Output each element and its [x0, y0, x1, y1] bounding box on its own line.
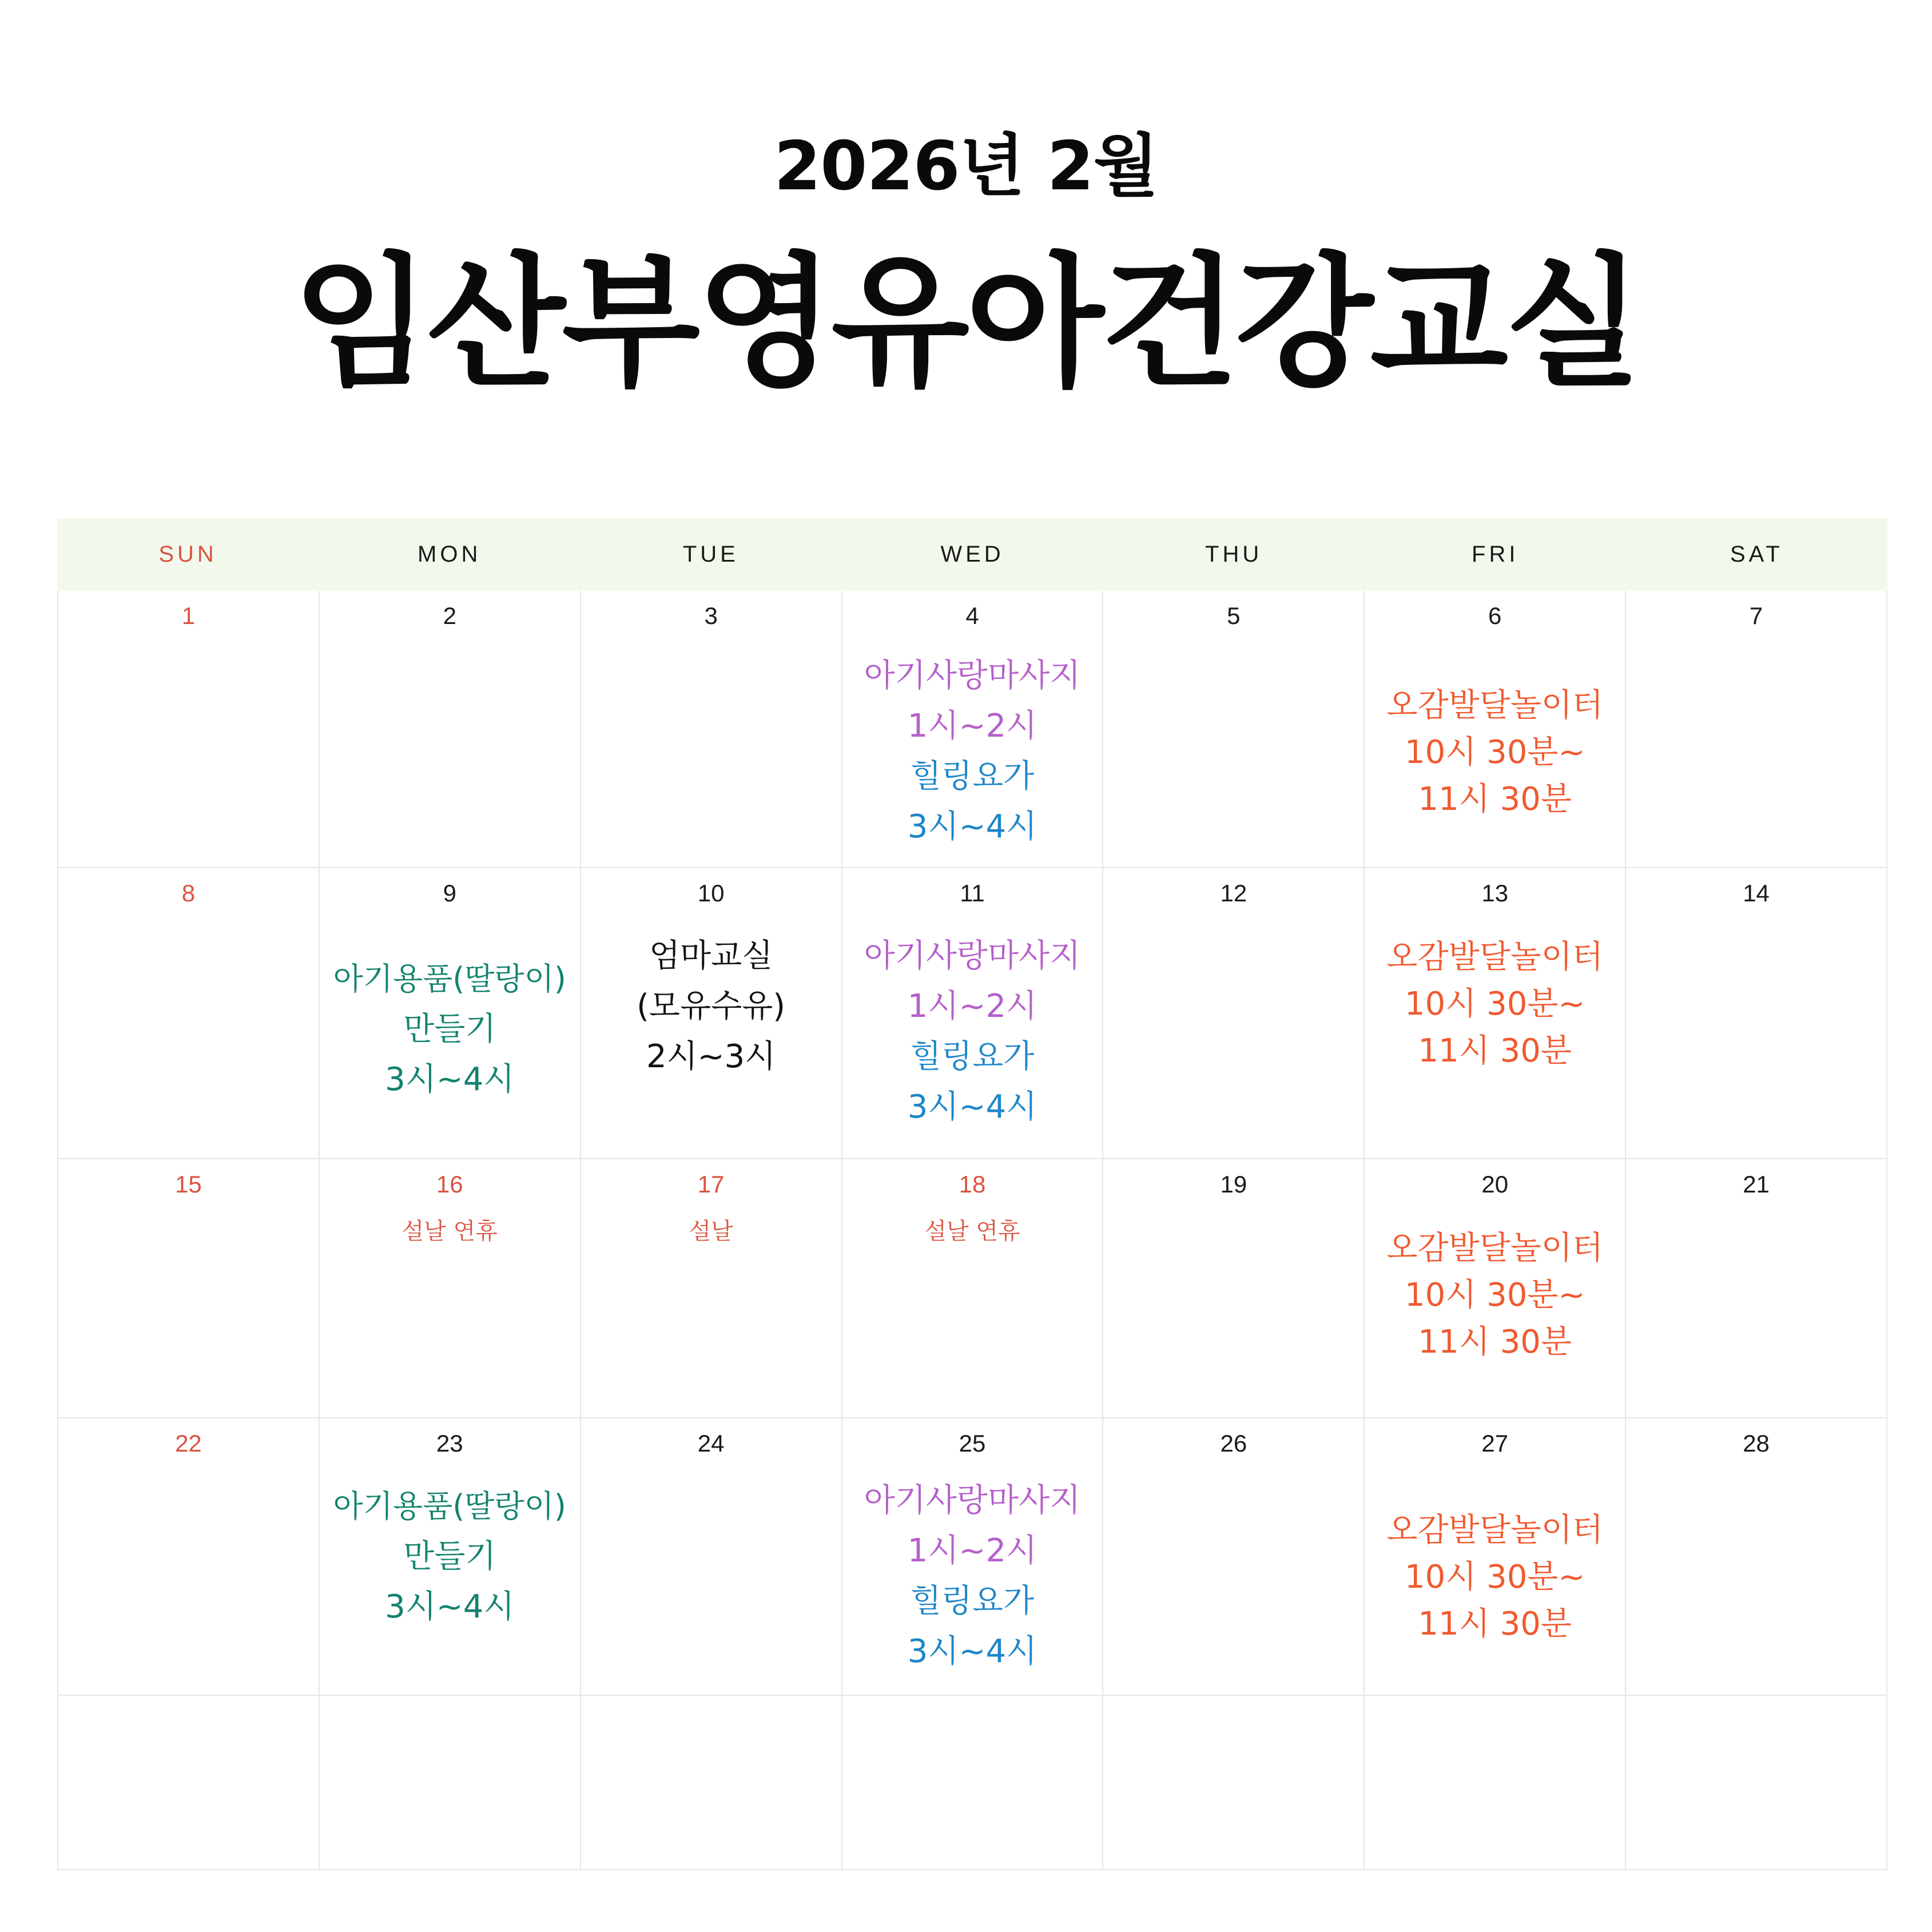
event-sensory-play-name: 오감발달놀이터 — [1386, 1230, 1604, 1267]
event-list — [320, 1481, 580, 1632]
empty-cell — [320, 1696, 581, 1870]
event-sensory-play-name: 오감발달놀이터 — [1386, 939, 1604, 976]
event-healing-yoga-name: 힐링요가 — [910, 758, 1035, 795]
day-number: 4 — [965, 602, 979, 629]
event-healing-yoga-time: 3시~4시 — [907, 1088, 1037, 1126]
day-number: 1 — [181, 602, 196, 629]
day-number: 26 — [1220, 1430, 1247, 1457]
event-baby-massage-time: 1시~2시 — [907, 988, 1037, 1025]
day-cell-15[interactable] — [58, 1159, 320, 1418]
day-cell-23[interactable] — [320, 1418, 581, 1696]
day-cell-19[interactable] — [1103, 1159, 1365, 1418]
event-baby-massage-name: 아기사랑마사지 — [864, 657, 1081, 694]
day-cell-10[interactable] — [581, 868, 842, 1159]
event-sensory-play-end: 11시 30분 — [1418, 1032, 1572, 1070]
calendar-month: 2026년 2월 — [774, 126, 1158, 205]
event-sensory-play-end: 11시 30분 — [1418, 1605, 1572, 1643]
event-sensory-play-start: 10시 30분~ — [1404, 985, 1585, 1023]
day-cell-28[interactable] — [1626, 1418, 1887, 1696]
day-number: 17 — [697, 1171, 725, 1198]
event-sensory-play-name: 오감발달놀이터 — [1386, 687, 1604, 724]
event-baby-goods-time: 3시~4시 — [385, 1588, 515, 1625]
event-mom-class-name: 엄마교실 — [649, 937, 773, 975]
empty-cell — [58, 1696, 320, 1870]
event-list — [581, 931, 841, 1082]
empty-cell — [581, 1696, 842, 1870]
event-list — [320, 954, 580, 1105]
day-cell-27[interactable] — [1365, 1418, 1626, 1696]
day-number: 28 — [1743, 1430, 1770, 1457]
day-number: 3 — [704, 602, 718, 629]
event-list — [1365, 934, 1625, 1075]
event-list — [842, 931, 1103, 1132]
empty-cell — [842, 1696, 1104, 1870]
event-sensory-play-end: 11시 30분 — [1418, 1323, 1572, 1361]
day-number: 10 — [697, 880, 725, 907]
weekday-fri: FRI — [1472, 542, 1519, 567]
day-number: 22 — [175, 1430, 202, 1457]
day-number: 6 — [1488, 602, 1502, 629]
day-cell-4[interactable] — [842, 591, 1104, 868]
day-cell-2[interactable] — [320, 591, 581, 868]
day-number: 7 — [1749, 602, 1763, 629]
day-cell-5[interactable] — [1103, 591, 1365, 868]
day-number: 13 — [1481, 880, 1509, 907]
day-cell-14[interactable] — [1626, 868, 1887, 1159]
event-healing-yoga-time: 3시~4시 — [907, 1633, 1037, 1670]
day-cell-12[interactable] — [1103, 868, 1365, 1159]
holiday-label: 설날 연휴 — [924, 1218, 1020, 1245]
event-healing-yoga-time: 3시~4시 — [907, 808, 1037, 845]
day-cell-22[interactable] — [58, 1418, 320, 1696]
day-number: 25 — [959, 1430, 986, 1457]
day-cell-1[interactable] — [58, 591, 320, 868]
day-number: 12 — [1220, 880, 1247, 907]
weekday-tue: TUE — [682, 542, 739, 567]
event-baby-massage-time: 1시~2시 — [907, 707, 1037, 745]
day-number: 9 — [443, 880, 456, 907]
event-mom-class-sub: (모유수유) — [637, 988, 786, 1025]
empty-cell — [1103, 1696, 1365, 1870]
day-cell-25[interactable] — [842, 1418, 1104, 1696]
page-title: 임산부영유아건강교실 — [292, 240, 1640, 406]
day-number: 11 — [960, 880, 985, 907]
day-number: 21 — [1743, 1171, 1770, 1198]
event-list — [1365, 1507, 1625, 1648]
event-list — [842, 1476, 1103, 1677]
event-baby-goods-time: 3시~4시 — [385, 1061, 515, 1098]
day-number: 24 — [697, 1430, 725, 1457]
day-cell-3[interactable] — [581, 591, 842, 868]
day-number: 18 — [959, 1171, 986, 1198]
event-list — [1365, 1225, 1625, 1366]
weekday-header — [57, 518, 1887, 591]
empty-cell — [1626, 1696, 1887, 1870]
event-sensory-play-start: 10시 30분~ — [1404, 1277, 1585, 1314]
day-number: 19 — [1220, 1171, 1247, 1198]
day-cell-9[interactable] — [320, 868, 581, 1159]
event-list — [1365, 682, 1625, 823]
weekday-sat: SAT — [1730, 542, 1783, 567]
day-cell-26[interactable] — [1103, 1418, 1365, 1696]
day-cell-17[interactable] — [581, 1159, 842, 1418]
holiday-label: 설날 연휴 — [401, 1218, 498, 1245]
weekday-thu: THU — [1205, 542, 1263, 567]
event-sensory-play-end: 11시 30분 — [1418, 781, 1572, 818]
day-number: 27 — [1481, 1430, 1509, 1457]
event-sensory-play-name: 오감발달놀이터 — [1386, 1512, 1604, 1549]
day-number: 2 — [443, 602, 456, 629]
calendar-grid — [57, 591, 1887, 1870]
day-number: 23 — [436, 1430, 463, 1457]
day-cell-16[interactable] — [320, 1159, 581, 1418]
day-cell-13[interactable] — [1365, 868, 1626, 1159]
day-cell-6[interactable] — [1365, 591, 1626, 868]
day-number: 14 — [1743, 880, 1770, 907]
event-sensory-play-start: 10시 30분~ — [1404, 1559, 1585, 1596]
event-baby-goods-name: 아기용품(딸랑이) — [333, 961, 566, 997]
day-cell-21[interactable] — [1626, 1159, 1887, 1418]
day-cell-24[interactable] — [581, 1418, 842, 1696]
calendar — [57, 518, 1887, 1870]
event-list — [842, 651, 1103, 852]
event-healing-yoga-name: 힐링요가 — [910, 1583, 1035, 1620]
event-baby-massage-time: 1시~2시 — [907, 1532, 1037, 1569]
day-cell-18[interactable] — [842, 1159, 1104, 1418]
event-healing-yoga-name: 힐링요가 — [910, 1038, 1035, 1075]
event-baby-massage-name: 아기사랑마사지 — [864, 1482, 1081, 1519]
holiday-label: 설날 — [689, 1218, 733, 1245]
weekday-mon: MON — [418, 542, 482, 567]
event-mom-class-time: 2시~3시 — [646, 1038, 776, 1075]
day-cell-11[interactable] — [842, 868, 1104, 1159]
event-baby-goods-name2: 만들기 — [403, 1011, 496, 1048]
day-number: 16 — [436, 1171, 463, 1198]
day-number: 5 — [1227, 602, 1241, 629]
empty-cell — [1365, 1696, 1626, 1870]
day-number: 20 — [1481, 1171, 1509, 1198]
event-baby-massage-name: 아기사랑마사지 — [864, 937, 1081, 975]
weekday-sun: SUN — [158, 542, 217, 567]
event-baby-goods-name: 아기용품(딸랑이) — [333, 1488, 566, 1524]
day-cell-7[interactable] — [1626, 591, 1887, 868]
event-baby-goods-name2: 만들기 — [403, 1538, 496, 1575]
day-cell-20[interactable] — [1365, 1159, 1626, 1418]
day-number: 15 — [175, 1171, 202, 1198]
event-sensory-play-start: 10시 30분~ — [1404, 734, 1585, 771]
day-number: 8 — [181, 880, 196, 907]
weekday-wed: WED — [940, 542, 1004, 567]
day-cell-8[interactable] — [58, 868, 320, 1159]
